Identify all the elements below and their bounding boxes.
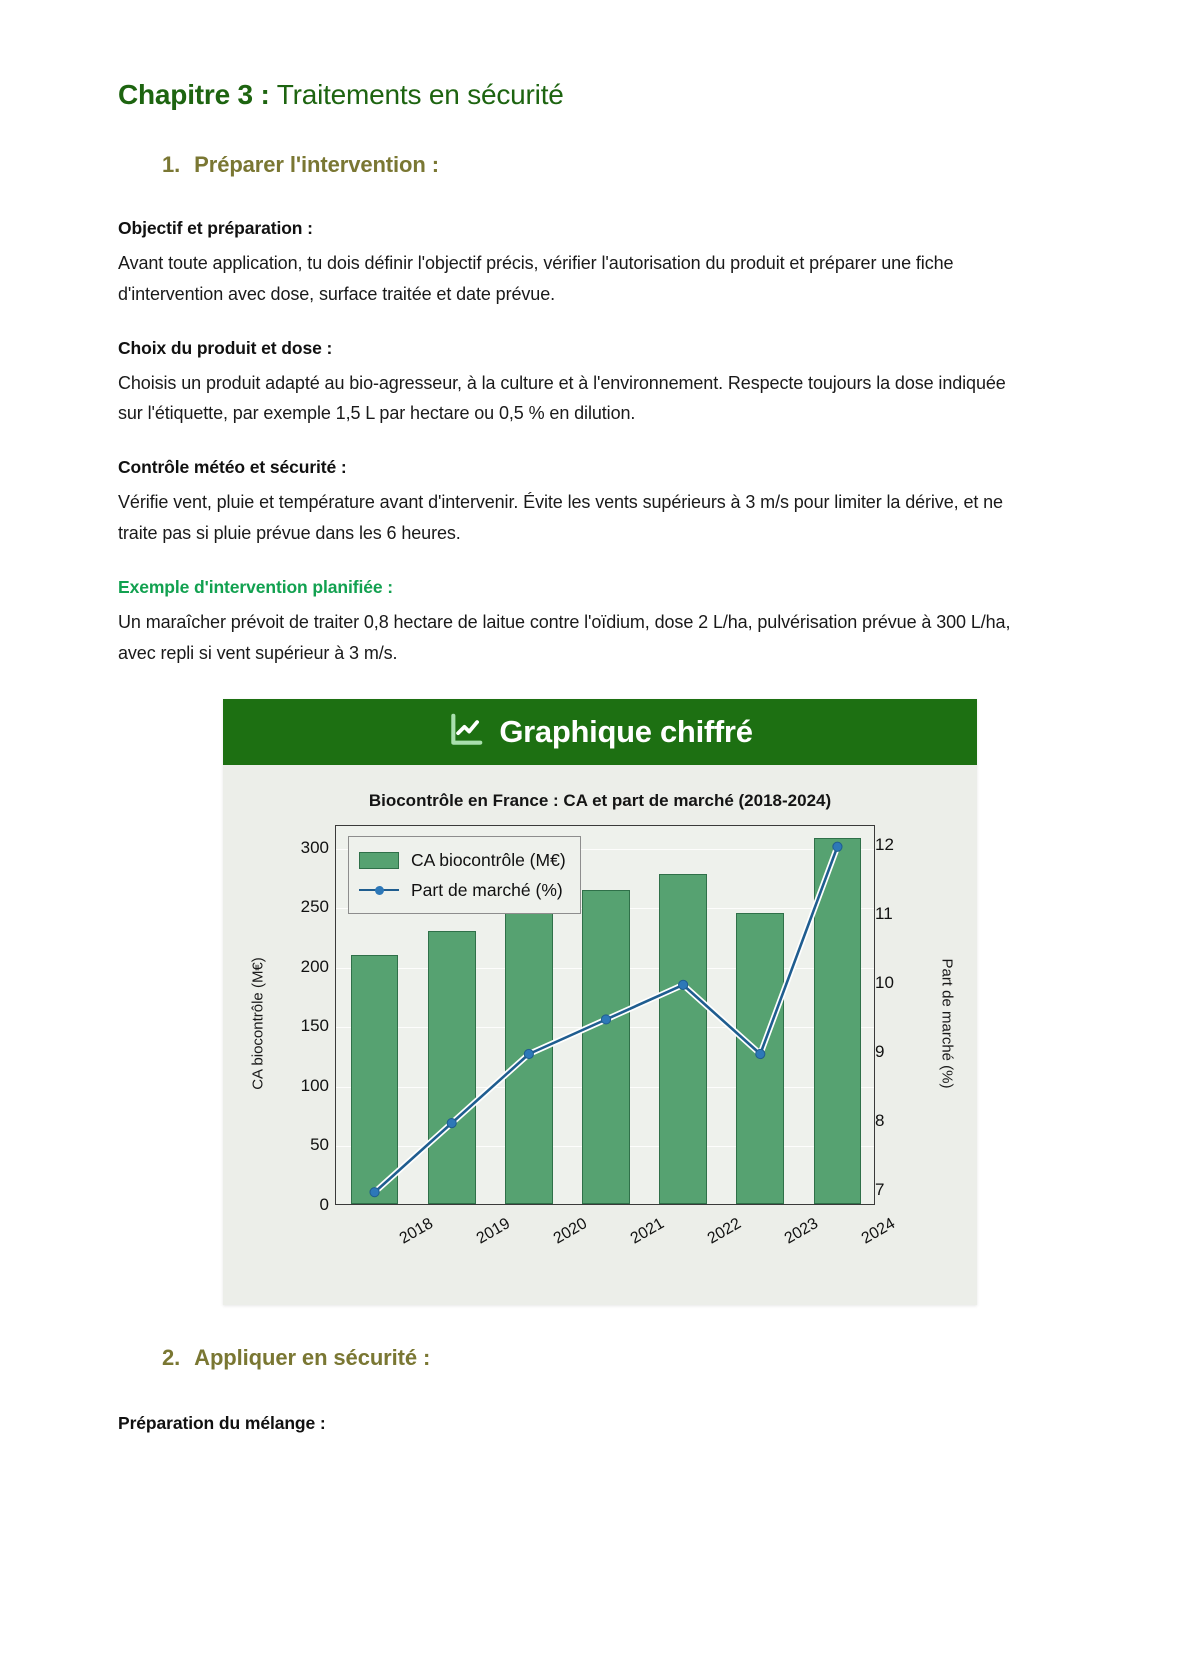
chart-card-header: [223, 699, 977, 765]
content-block: [118, 577, 1082, 669]
line-chart-icon: [447, 711, 485, 754]
block-text: Choisis un produit adapté au bio-agresseur, à la culture et à l'environnement. Respecte toujours la dose indiquée sur l'étiquette, par exemple 1,5 L par hectare ou 0,5 % en dilution.: [118, 372, 1006, 424]
section-heading-2: [162, 1345, 1082, 1371]
x-tick: 2022: [704, 1215, 745, 1248]
legend-item-bar: [359, 845, 566, 875]
data-point: [601, 1015, 610, 1024]
y-axis-left-ticks: [271, 825, 329, 1215]
content-block: [118, 218, 1082, 310]
footer-block-label: Préparation du mélange :: [118, 1413, 326, 1434]
legend-label-line: Part de marché (%): [411, 879, 563, 900]
x-tick: 2024: [859, 1215, 899, 1248]
legend-swatch-bar: [359, 852, 399, 869]
data-point: [447, 1119, 456, 1128]
y-tick-left: 50: [310, 1135, 329, 1155]
y-tick-right: 11: [875, 904, 893, 924]
plot-area: [335, 825, 875, 1205]
block-label-accent: Exemple d'intervention planifiée :: [118, 577, 393, 598]
block-text: Un maraîcher prévoit de traiter 0,8 hectare de laitue contre l'oïdium, dose 2 L/ha, pulvérisation prévue à 300 L/ha, avec repli si vent supérieur à 3 m/s.: [118, 612, 1011, 664]
block-text: Vérifie vent, pluie et température avant d'intervenir. Évite les vents supérieurs à 3 m/s pour limiter la dérive, et ne traite pas si pluie prévue dans les 6 heures.: [118, 492, 1003, 544]
section-heading-1: [162, 152, 1082, 178]
page-title: [118, 78, 1082, 112]
legend-swatch-line: [359, 882, 399, 899]
y-tick-left: 150: [300, 1016, 329, 1036]
block-text: Avant toute application, tu dois définir l'objectif précis, vérifier l'autorisation du produit et préparer une fiche d'intervention avec dose, surface traitée et date prévue.: [118, 252, 954, 304]
legend-label-bar: CA biocontrôle (M€): [411, 849, 566, 870]
section-label-1: Préparer l'intervention :: [194, 151, 439, 177]
y-tick-right: 8: [875, 1111, 885, 1131]
x-tick: 2021: [627, 1215, 668, 1248]
content-block: [118, 338, 1082, 430]
section-number-1: 1.: [162, 151, 181, 177]
block-label: Choix du produit et dose :: [118, 337, 333, 358]
y-axis-right-ticks: [875, 825, 933, 1205]
chart-legend: [348, 836, 581, 914]
x-tick: 2019: [473, 1215, 513, 1248]
y-tick-right: 9: [875, 1042, 885, 1062]
chart-body: [223, 765, 977, 1305]
chart-card: [223, 699, 977, 1305]
y-tick-left: 200: [300, 957, 329, 977]
chart-card-title: Graphique chiffré: [499, 714, 753, 750]
legend-item-line: [359, 875, 566, 905]
y-axis-left-title: CA biocontrôle (M€): [249, 957, 267, 1090]
data-point: [370, 1188, 379, 1197]
data-point: [679, 981, 688, 990]
y-tick-left: 250: [300, 897, 329, 917]
x-axis-ticks: [335, 1207, 899, 1277]
content-block: [118, 457, 1082, 549]
chapter-subject: Traitements en sécurité: [269, 79, 564, 110]
y-tick-right: 10: [875, 973, 894, 993]
x-tick: 2018: [396, 1215, 436, 1248]
x-tick: 2023: [782, 1215, 822, 1248]
y-tick-right: 12: [875, 835, 894, 855]
chart-title: Biocontrôle en France : CA et part de marché (2018-2024): [368, 791, 832, 811]
section-number-2: 2.: [162, 1345, 181, 1371]
data-point: [833, 842, 842, 851]
y-axis-right-title: Part de marché (%): [938, 958, 956, 1089]
y-tick-right: 7: [875, 1180, 885, 1200]
block-label: Objectif et préparation :: [118, 217, 313, 238]
plot-wrapper: [223, 825, 977, 1275]
y-tick-left: 0: [319, 1195, 329, 1215]
block-label: Contrôle météo et sécurité :: [118, 457, 347, 478]
x-tick: 2020: [550, 1215, 590, 1248]
chapter-label: Chapitre 3 :: [118, 79, 270, 110]
y-tick-left: 300: [300, 838, 329, 858]
data-point: [524, 1050, 533, 1059]
y-tick-left: 100: [300, 1076, 329, 1096]
data-point: [756, 1050, 765, 1059]
section-label-2: Appliquer en sécurité :: [194, 1345, 431, 1371]
